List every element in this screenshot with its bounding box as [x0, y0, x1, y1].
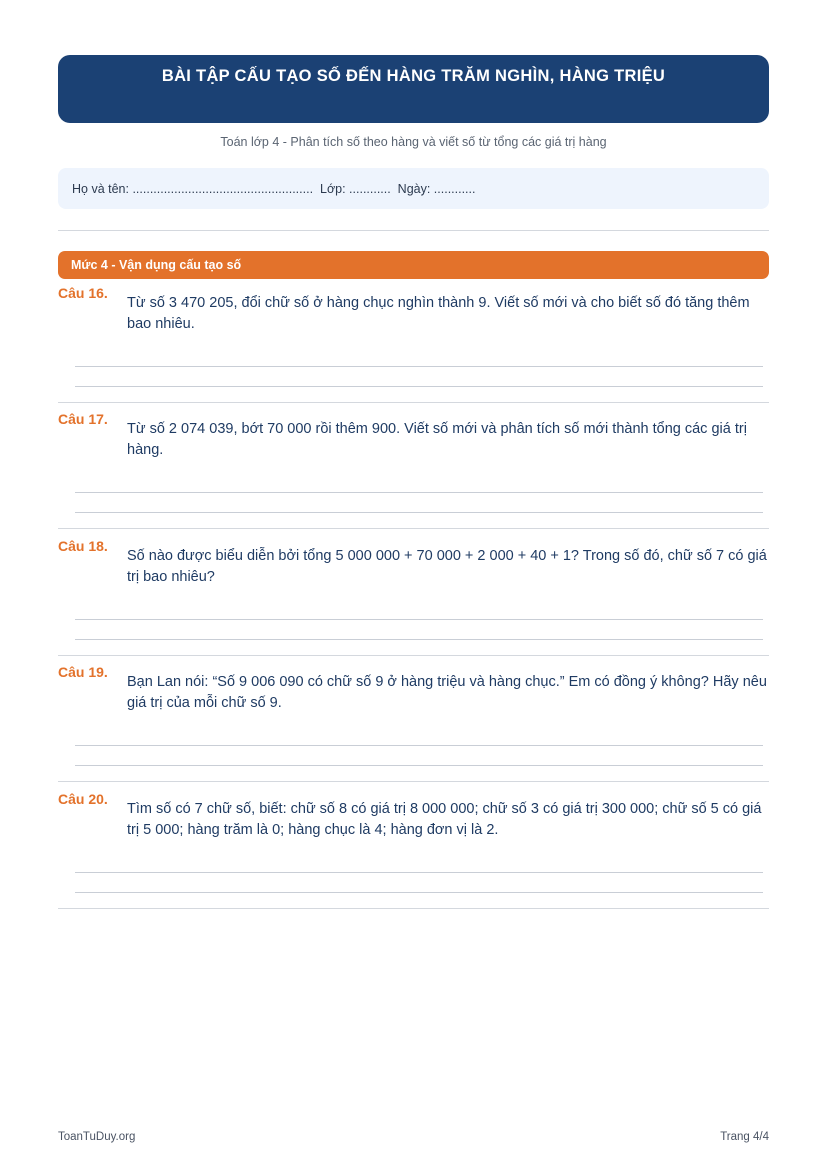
- question-20: [58, 791, 769, 909]
- answer-line[interactable]: [75, 765, 763, 766]
- section-header: [58, 251, 769, 279]
- question-number: Câu 19.: [58, 664, 108, 680]
- worksheet-subtitle: Toán lớp 4 - Phân tích số theo hàng và viết số từ tổng các giá trị hàng: [220, 135, 607, 149]
- question-divider: [58, 402, 769, 403]
- question-text: Bạn Lan nói: “Số 9 006 090 có chữ số 9 ở hàng triệu và hàng chục.” Em có đồng ý không? Hãy nêu giá trị của mỗi chữ số 9.: [127, 674, 767, 711]
- date-field-label: Ngày: ............: [397, 181, 476, 196]
- question-16: [58, 285, 769, 403]
- question-19: [58, 664, 769, 782]
- question-number: Câu 16.: [58, 285, 108, 301]
- question-divider: [58, 908, 769, 909]
- question-17: [58, 411, 769, 529]
- footer-page-number: Trang 4/4: [720, 1131, 769, 1143]
- question-number: Câu 18.: [58, 538, 108, 554]
- answer-line[interactable]: [75, 512, 763, 513]
- answer-line[interactable]: [75, 892, 763, 893]
- question-divider: [58, 655, 769, 656]
- answer-line[interactable]: [75, 745, 763, 746]
- answer-line[interactable]: [75, 872, 763, 873]
- header-divider: [58, 230, 769, 231]
- question-text: Từ số 2 074 039, bớt 70 000 rồi thêm 900. Viết số mới và phân tích số mới thành tổng các giá trị hàng.: [127, 421, 747, 458]
- question-divider: [58, 528, 769, 529]
- question-text: Số nào được biểu diễn bởi tổng 5 000 000 + 70 000 + 2 000 + 40 + 1? Trong số đó, chữ số 7 có giá trị bao nhiêu?: [127, 548, 767, 585]
- student-info-box: [58, 168, 769, 209]
- answer-line[interactable]: [75, 366, 763, 367]
- question-text: Tìm số có 7 chữ số, biết: chữ số 8 có giá trị 8 000 000; chữ số 3 có giá trị 300 000; chữ số 5 có giá trị 5 000; hàng trăm là 0; hàng chục là 4; hàng đơn vị là 2.: [127, 801, 762, 838]
- question-18: [58, 538, 769, 656]
- question-divider: [58, 781, 769, 782]
- answer-line[interactable]: [75, 492, 763, 493]
- class-field-label: Lớp: ............: [320, 181, 398, 196]
- name-field-label: Họ và tên: ....................................................: [72, 181, 320, 196]
- answer-line[interactable]: [75, 619, 763, 620]
- question-text: Từ số 3 470 205, đổi chữ số ở hàng chục nghìn thành 9. Viết số mới và cho biết số đó tăng thêm bao nhiêu.: [127, 295, 750, 332]
- answer-line[interactable]: [75, 386, 763, 387]
- footer-site: ToanTuDuy.org: [58, 1131, 136, 1143]
- question-number: Câu 20.: [58, 791, 108, 807]
- worksheet-header-banner: [58, 55, 769, 123]
- answer-line[interactable]: [75, 639, 763, 640]
- worksheet-title: BÀI TẬP CẤU TẠO SỐ ĐẾN HÀNG TRĂM NGHÌN, HÀNG TRIỆU: [161, 67, 666, 85]
- question-number: Câu 17.: [58, 411, 108, 427]
- section-label: Mức 4 - Vận dụng cấu tạo số: [71, 258, 242, 272]
